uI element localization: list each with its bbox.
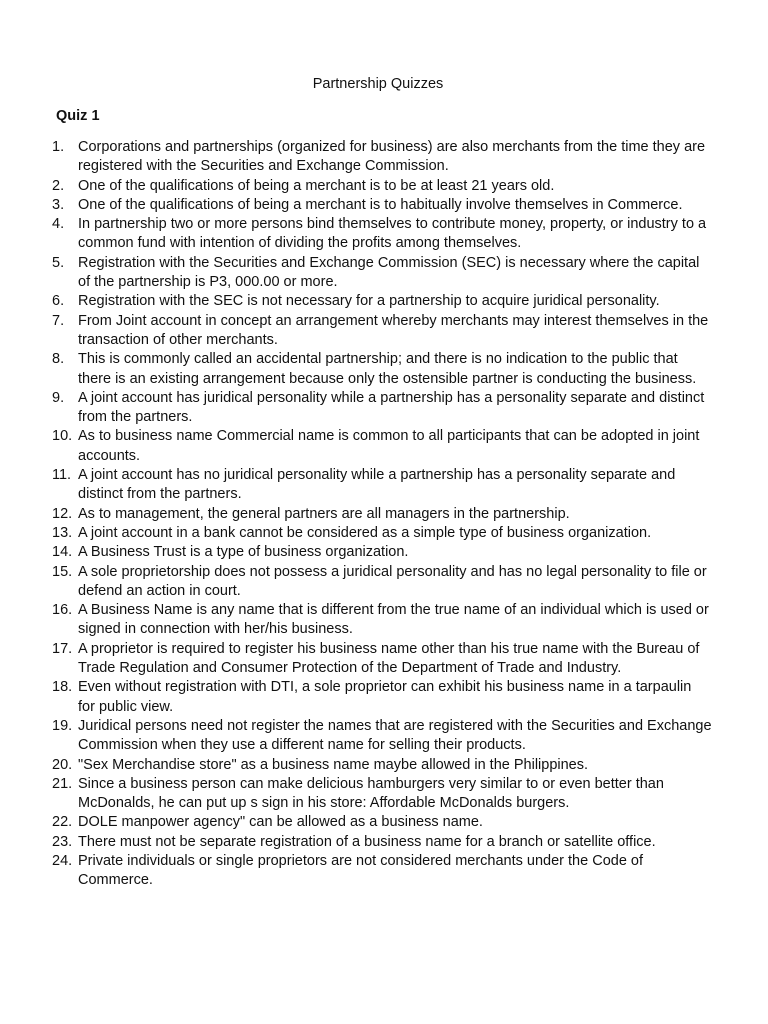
question-number: 8. — [52, 351, 65, 368]
question-number: 3. — [52, 196, 65, 213]
page-title: Partnership Quizzes — [312, 76, 444, 92]
quiz-question-item — [52, 678, 712, 717]
question-number: 5. — [52, 254, 65, 271]
quiz-question-list — [52, 138, 712, 891]
quiz-question-item — [52, 640, 712, 679]
quiz-heading: Quiz 1 — [56, 108, 100, 124]
quiz-question-item — [52, 563, 712, 602]
question-text: A joint account has no juridical personality while a partnership has a personality separate and distinct from the partners. — [78, 467, 676, 503]
question-text: Corporations and partnerships (organized for business) are also merchants from the time they are registered with the Securities and Exchange Commission. — [78, 139, 706, 175]
question-number: 2. — [52, 177, 65, 194]
question-text: A joint account in a bank cannot be considered as a simple type of business organization. — [78, 524, 652, 541]
question-text: A Business Trust is a type of business organization. — [78, 544, 409, 561]
question-text: One of the qualifications of being a merchant is to habitually involve themselves in Commerce. — [78, 196, 683, 213]
question-number: 7. — [52, 312, 65, 329]
quiz-question-item — [52, 196, 712, 215]
question-number: 18. — [52, 679, 73, 696]
question-text: Registration with the SEC is not necessary for a partnership to acquire juridical personality. — [78, 293, 660, 310]
question-number: 1. — [52, 139, 65, 155]
quiz-question-item — [52, 312, 712, 351]
quiz-question-item — [52, 756, 712, 775]
question-text: From Joint account in concept an arrangement whereby merchants may interest themselves in the transaction of other merchants. — [78, 312, 709, 348]
quiz-question-item — [52, 138, 712, 177]
question-text: A sole proprietorship does not possess a juridical personality and has no legal personality to file or defend an action in court. — [78, 563, 707, 599]
quiz-question-item — [52, 775, 712, 814]
question-text: "Sex Merchandise store" as a business name maybe allowed in the Philippines. — [78, 756, 589, 773]
question-text: Even without registration with DTI, a sole proprietor can exhibit his business name in a tarpaulin for public view. — [78, 679, 692, 715]
quiz-question-item — [52, 466, 712, 505]
quiz-question-item — [52, 852, 712, 891]
question-number: 10. — [52, 428, 73, 445]
question-number: 16. — [52, 602, 73, 619]
question-number: 13. — [52, 524, 73, 541]
question-number: 9. — [52, 389, 65, 406]
question-text: Juridical persons need not register the names that are registered with the Securities and Exchange Commission when they use a different name for selling their products. — [78, 717, 712, 754]
quiz-question-item — [52, 524, 712, 543]
question-text: A Business Name is any name that is different from the true name of an individual which is used or signed in connection with her/his business. — [78, 602, 709, 638]
quiz-question-item — [52, 601, 712, 640]
quiz-question-item — [52, 292, 712, 311]
question-text: Registration with the Securities and Exchange Commission (SEC) is necessary where the capital of the partnership is P3, 000.00 or more. — [78, 254, 700, 291]
quiz-question-item — [52, 813, 712, 832]
question-text: DOLE manpower agency" can be allowed as a business name. — [78, 814, 483, 831]
question-number: 14. — [52, 544, 73, 561]
question-number: 21. — [52, 775, 73, 792]
quiz-question-item — [52, 717, 712, 756]
question-text: As to business name Commercial name is common to all participants that can be adopted in joint accounts. — [78, 428, 700, 464]
question-number: 15. — [52, 563, 73, 580]
question-text: This is commonly called an accidental partnership; and there is no indication to the public that there is an existing arrangement because only the ostensible partner is conducting the business. — [78, 351, 697, 387]
question-text: There must not be separate registration of a business name for a branch or satellite office. — [78, 833, 656, 850]
question-text: A joint account has juridical personality while a partnership has a personality separate and distinct from the partners. — [78, 389, 705, 426]
question-text: Since a business person can make delicious hamburgers very similar to or even better than McDonalds, he can put up s sign in his store: Affordable McDonalds burgers. — [78, 775, 664, 812]
question-number: 6. — [52, 293, 65, 310]
quiz-question-item — [52, 254, 712, 293]
question-text: A proprietor is required to register his business name other than his true name with the Bureau of Trade Regulation and Consumer Protection of the Department of Trade and Industry. — [78, 640, 700, 677]
question-number: 12. — [52, 505, 73, 522]
question-number: 20. — [52, 756, 73, 773]
question-text: Private individuals or single proprietors are not considered merchants under the Code of Commerce. — [78, 852, 644, 889]
question-number: 11. — [52, 467, 72, 484]
quiz-question-item — [52, 215, 712, 254]
quiz-question-item — [52, 389, 712, 428]
question-number: 17. — [52, 640, 73, 657]
quiz-question-item — [52, 543, 712, 562]
quiz-question-item — [52, 833, 712, 852]
question-number: 4. — [52, 216, 65, 233]
question-number: 22. — [52, 814, 73, 831]
quiz-question-item — [52, 427, 712, 466]
question-number: 19. — [52, 717, 73, 734]
question-text: In partnership two or more persons bind themselves to contribute money, property, or industry to a common fund with intention of dividing the profits among themselves. — [78, 216, 707, 252]
quiz-question-item — [52, 350, 712, 389]
question-number: 23. — [52, 833, 73, 850]
question-text: As to management, the general partners are all managers in the partnership. — [78, 505, 570, 522]
question-text: One of the qualifications of being a merchant is to be at least 21 years old. — [78, 177, 555, 194]
quiz-question-item — [52, 505, 712, 524]
quiz-question-item — [52, 177, 712, 196]
question-number: 24. — [52, 852, 73, 869]
